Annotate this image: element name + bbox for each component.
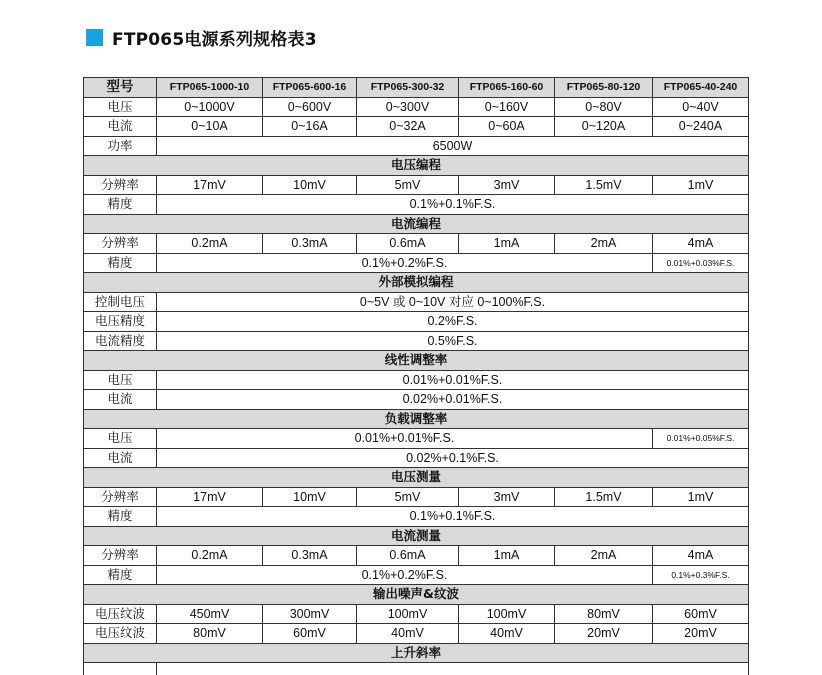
table-cell: 100mV: [357, 604, 459, 624]
row-label: 分辨率: [84, 234, 157, 254]
row-label: 电流: [84, 390, 157, 410]
row-label: 控制电压: [84, 292, 157, 312]
section-title: 负载调整率: [84, 409, 749, 429]
row-label: 精度: [84, 253, 157, 273]
spec-table: [83, 77, 749, 675]
table-cell-empty: [157, 663, 749, 675]
row-label: 分辨率: [84, 487, 157, 507]
table-cell: 3mV: [459, 175, 555, 195]
row-label: 电流: [84, 448, 157, 468]
header-cell: FTP065-40-240: [653, 78, 749, 98]
table-cell: 1mV: [653, 487, 749, 507]
table-cell: 0~5V 或 0~10V 对应 0~100%F.S.: [157, 292, 749, 312]
table-cell: 0.2mA: [157, 546, 263, 566]
table-cell: 0~600V: [263, 97, 357, 117]
table-cell: 0.3mA: [263, 546, 357, 566]
table-cell: 0~1000V: [157, 97, 263, 117]
table-cell: 2mA: [555, 546, 653, 566]
table-cell: 100mV: [459, 604, 555, 624]
table-row-voltage: [84, 97, 749, 117]
table-cell: 1mV: [653, 175, 749, 195]
section-row-current-measurement: [84, 526, 749, 546]
table-cell: 20mV: [653, 624, 749, 644]
table-cell: 2mA: [555, 234, 653, 254]
table-cell: 0.1%+0.3%F.S.: [653, 565, 749, 585]
row-label: 电压: [84, 370, 157, 390]
table-row-current: [84, 117, 749, 137]
section-title: 线性调整率: [84, 351, 749, 371]
table-cell: 0~120A: [555, 117, 653, 137]
row-label: 精度: [84, 507, 157, 527]
table-row-power: [84, 136, 749, 156]
section-row-rise-slope: [84, 643, 749, 663]
section-row-voltage-programming: [84, 156, 749, 176]
table-row: [84, 312, 749, 332]
table-cell: 0~16A: [263, 117, 357, 137]
page-title-bar: [86, 27, 317, 47]
table-cell: 0.01%+0.01%F.S.: [157, 370, 749, 390]
table-cell: 17mV: [157, 175, 263, 195]
table-cell: 60mV: [263, 624, 357, 644]
table-cell: 0~80V: [555, 97, 653, 117]
row-label: 功率: [84, 136, 157, 156]
table-row: [84, 331, 749, 351]
table-cell: 40mV: [459, 624, 555, 644]
table-cell: 0.02%+0.1%F.S.: [157, 448, 749, 468]
table-cell: 0~10A: [157, 117, 263, 137]
table-cell: 1mA: [459, 234, 555, 254]
table-cell: 0.01%+0.01%F.S.: [157, 429, 653, 449]
table-cell: 3mV: [459, 487, 555, 507]
row-label: 电流精度: [84, 331, 157, 351]
section-row-external-analog: [84, 273, 749, 293]
header-cell: FTP065-600-16: [263, 78, 357, 98]
section-row-noise-ripple: [84, 585, 749, 605]
table-row: [84, 390, 749, 410]
table-row: [84, 234, 749, 254]
table-cell: 0.02%+0.01%F.S.: [157, 390, 749, 410]
table-cell: 4mA: [653, 546, 749, 566]
section-title: 电流编程: [84, 214, 749, 234]
section-title: 上升斜率: [84, 643, 749, 663]
table-cell: 10mV: [263, 175, 357, 195]
header-cell: FTP065-80-120: [555, 78, 653, 98]
table-cell: 0.6mA: [357, 234, 459, 254]
page-title: FTP065电源系列规格表3: [112, 25, 317, 50]
table-cell: 0.01%+0.05%F.S.: [653, 429, 749, 449]
table-row: [84, 292, 749, 312]
table-cell: 0.1%+0.1%F.S.: [157, 195, 749, 215]
section-row-current-programming: [84, 214, 749, 234]
section-row-load-regulation: [84, 409, 749, 429]
table-cell: 0.2%F.S.: [157, 312, 749, 332]
table-cell: 6500W: [157, 136, 749, 156]
table-row: [84, 546, 749, 566]
table-cell: 0~160V: [459, 97, 555, 117]
table-cell: 0.6mA: [357, 546, 459, 566]
row-label: 分辨率: [84, 175, 157, 195]
table-cell: 5mV: [357, 487, 459, 507]
table-cell: 0.2mA: [157, 234, 263, 254]
table-cell: 0.1%+0.2%F.S.: [157, 565, 653, 585]
header-cell: FTP065-160-60: [459, 78, 555, 98]
table-row: [84, 429, 749, 449]
table-cell: 4mA: [653, 234, 749, 254]
table-cell: 1.5mV: [555, 175, 653, 195]
section-title: 输出噪声&纹波: [84, 585, 749, 605]
table-row-partial: [84, 663, 749, 675]
table-cell: 40mV: [357, 624, 459, 644]
table-cell: 0~240A: [653, 117, 749, 137]
header-row: [84, 78, 749, 98]
section-title: 电压测量: [84, 468, 749, 488]
table-cell: 1mA: [459, 546, 555, 566]
table-row: [84, 448, 749, 468]
row-label: 精度: [84, 565, 157, 585]
table-cell: 0~32A: [357, 117, 459, 137]
table-row: [84, 175, 749, 195]
section-title: 电压编程: [84, 156, 749, 176]
table-row: [84, 507, 749, 527]
table-cell: 0~60A: [459, 117, 555, 137]
table-cell: 0.1%+0.1%F.S.: [157, 507, 749, 527]
section-row-line-regulation: [84, 351, 749, 371]
header-cell-model: 型号: [84, 78, 157, 98]
table-row: [84, 253, 749, 273]
row-label: 电压纹波: [84, 604, 157, 624]
row-label: 电压纹波: [84, 624, 157, 644]
row-label: 精度: [84, 195, 157, 215]
table-cell: 60mV: [653, 604, 749, 624]
row-label: 电流: [84, 117, 157, 137]
row-label: 分辨率: [84, 546, 157, 566]
table-cell: 1.5mV: [555, 487, 653, 507]
table-cell: 0.1%+0.2%F.S.: [157, 253, 653, 273]
table-cell: 80mV: [555, 604, 653, 624]
table-cell: 10mV: [263, 487, 357, 507]
table-row: [84, 370, 749, 390]
table-cell: 20mV: [555, 624, 653, 644]
table-cell: 0~40V: [653, 97, 749, 117]
table-cell-empty: [84, 663, 157, 675]
row-label: 电压: [84, 97, 157, 117]
table-cell: 0.3mA: [263, 234, 357, 254]
header-cell: FTP065-300-32: [357, 78, 459, 98]
title-square-icon: [86, 29, 103, 46]
table-row: [84, 565, 749, 585]
section-title: 电流测量: [84, 526, 749, 546]
section-row-voltage-measurement: [84, 468, 749, 488]
row-label: 电压: [84, 429, 157, 449]
table-row: [84, 195, 749, 215]
table-cell: 80mV: [157, 624, 263, 644]
table-row: [84, 604, 749, 624]
table-row: [84, 487, 749, 507]
table-cell: 0.5%F.S.: [157, 331, 749, 351]
header-cell: FTP065-1000-10: [157, 78, 263, 98]
table-row: [84, 624, 749, 644]
table-cell: 0.01%+0.03%F.S.: [653, 253, 749, 273]
table-cell: 5mV: [357, 175, 459, 195]
table-cell: 300mV: [263, 604, 357, 624]
section-title: 外部模拟编程: [84, 273, 749, 293]
table-cell: 450mV: [157, 604, 263, 624]
table-cell: 0~300V: [357, 97, 459, 117]
table-cell: 17mV: [157, 487, 263, 507]
row-label: 电压精度: [84, 312, 157, 332]
